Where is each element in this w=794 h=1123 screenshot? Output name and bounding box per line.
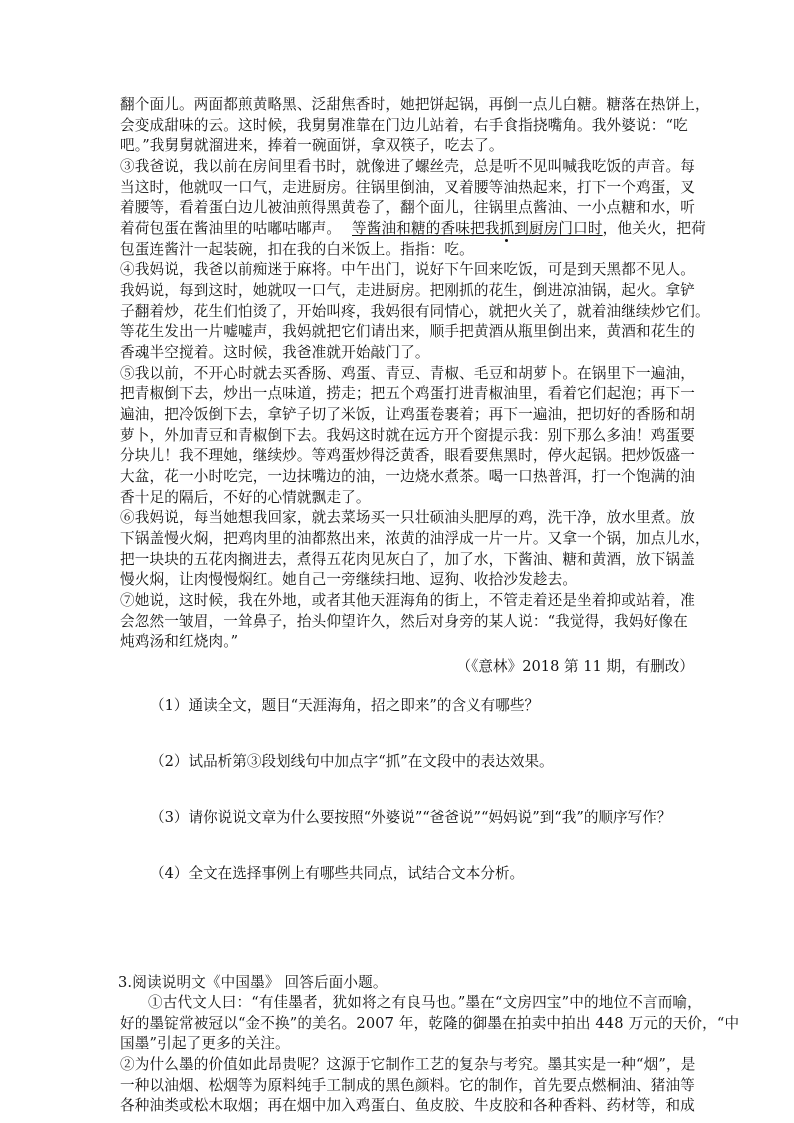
question-1: （1）通读全文，题目“天涯海角，招之即来”的含义有哪些？ (150, 697, 540, 714)
underlined-text-a: 等酱油和糖的香味把我 (352, 220, 500, 237)
source-citation: （《意林》2018 第 11 期，有删改） (456, 658, 694, 675)
passage-line: 包蛋连酱汁一起装碗，扣在我的白米饭上。指指：吃。 (120, 241, 474, 258)
underlined-text-b: 到厨房门口时 (514, 220, 603, 237)
underlined-sentence (352, 219, 706, 238)
section3-line: ①古代文人曰：“有佳墨者，犹如将之有良马也。”墨在“文房四宝”中的地位不言而喻， (148, 994, 702, 1011)
passage-line: 香十足的隔后，不好的心情就飘走了。 (120, 489, 371, 506)
passage-line: 我妈说，每到这时，她就叹一口气，走进厨房。把刚抓的花生，倒进凉油锅，起火。拿铲 (120, 282, 696, 299)
passage-line: 着腰等，看着蛋白边儿被油煎得黑黄卷了，翻个面儿，往锅里点酱油、一小点糖和水，听 (120, 199, 696, 216)
passage-line: 等花生发出一片嘘嘘声，我妈就把它们请出来，顺手把黄酒从瓶里倒出来，黄酒和花生的 (120, 323, 696, 340)
section3-line: ②为什么墨的价值如此昂贵呢？这源于它制作工艺的复杂与考究。墨其实是一种“烟”，是 (120, 1056, 696, 1073)
question-3: （3）请你说说文章为什么要按照“外婆说”“爸爸说”“妈妈说”到“我”的顺序写作？ (150, 809, 672, 826)
question-4: （4）全文在选择事例上有哪些共同点，试结合文本分析。 (150, 865, 525, 882)
passage-line: 遍油，把冷饭倒下去，拿铲子切了米饭，让鸡蛋卷裹着；再下一遍油，把切好的香肠和胡 (120, 406, 696, 423)
passage-line: 慢火焖，让肉慢慢焖红。她自己一旁继续扫地、逗狗、收拾沙发趁去。 (120, 571, 578, 588)
passage-line: ③我爸说，我以前在房间里看书时，就像进了螺丝壳，总是听不见叫喊我吃饭的声音。每 (120, 158, 696, 175)
question-2: （2）试品析第③段划线句中加点字“抓”在文段中的表达效果。 (150, 753, 554, 770)
passage-line: 会忽然一皱眉，一耸鼻子，抬头仰望许久，然后对身旁的某人说：“我觉得，我妈好像在 (120, 613, 688, 630)
passage-line: 炖鸡汤和红烧肉。” (120, 633, 239, 650)
section3-line: 一种以油烟、松烟等为原料纯手工制成的黑色颜料。它的制作，首先要点燃桐油、猪油等 (120, 1077, 696, 1094)
passage-line: 会变成甜味的云。这时候，我舅舅准靠在门边儿站着，右手食指挠嘴角。我外婆说：“吃 (120, 117, 688, 134)
passage-line: ④我妈说，我爸以前痴迷于麻将。中午出门，说好下午回来吃饭，可是到天黑都不见人。 (120, 261, 696, 278)
passage-line: 香魂半空搅着。这时候，我爸准就开始敲门了。 (120, 344, 430, 361)
passage-line: 大盆，花一小时吃完，一边抹嘴边的油，一边烧水煮茶。喝一口热普洱，打一个饱满的油 (120, 468, 696, 485)
passage-line: 分块儿！我不理她，继续炒。等鸡蛋炒得泛黄香，眼看要焦黑时，停火起锅。把炒饭盛一 (120, 447, 696, 464)
passage-line: 着荷包蛋在酱油里的咕嘟咕嘟声。 (120, 220, 342, 237)
passage-line: ⑦她说，这时候，我在外地，或者其他天涯海角的街上，不管走着还是坐着抑或站着，准 (120, 592, 696, 609)
passage-line: 吧。”我舅舅就溜进来，捧着一碗面饼，拿双筷子，吃去了。 (120, 137, 504, 154)
passage-line: ⑥我妈说，每当她想我回家，就去菜场买一只壮硕油头肥厚的鸡，洗干净，放水里煮。放 (120, 509, 696, 526)
passage-line: 翻个面儿。两面都煎黄略黑、泛甜焦香时，她把饼起锅，再倒一点儿白糖。糖落在热饼上， (120, 96, 710, 113)
passage-line: ⑤我以前，不开心时就去买香肠、鸡蛋、青豆、青椒、毛豆和胡萝卜。在锅里下一遍油， (120, 365, 696, 382)
dotted-character: 抓 (499, 220, 515, 237)
sentence-tail: ，他关火，把荷 (602, 220, 706, 237)
passage-line: 子翻着炒，花生们怕烫了，开始叫疼，我妈很有同情心，就把火关了，就着油继续炒它们。 (120, 303, 710, 320)
passage-line: 萝卜，外加青豆和青椒倒下去。我妈这时就在远方开个窗提示我：别下那么多油！鸡蛋要 (120, 427, 696, 444)
passage-line: 把青椒倒下去，炒出一点味道，捞走；把五个鸡蛋打进青椒油里，看着它们起泡；再下一 (120, 385, 696, 402)
section3-line: 各种油类或松木取烟；再在烟中加入鸡蛋白、鱼皮胶、牛皮胶和各种香料、药材等，和成 (120, 1097, 696, 1114)
section3-line: 好的墨锭常被冠以“金不换”的美名。2007 年，乾隆的御墨在拍卖中拍出 448 万元的天价，“中 (120, 1015, 740, 1032)
passage-line: 下锅盖慢火焖，把鸡肉里的油都熬出来，浓黄的油浮成一片一片。又拿一个锅，加点儿水， (120, 530, 710, 547)
passage-line: 当这时，他就叹一口气，走进厨房。往锅里倒油，叉着腰等油热起来，打下一个鸡蛋，叉 (120, 179, 696, 196)
passage-line: 把一块块的五花肉搁进去，煮得五花肉见灰白了，加了水，下酱油、糖和黄酒，放下锅盖 (120, 551, 696, 568)
section3-line: 国墨”引起了更多的关注。 (120, 1035, 290, 1052)
section-heading: 3.阅读说明文《中国墨》 回答后面小题。 (118, 974, 388, 991)
